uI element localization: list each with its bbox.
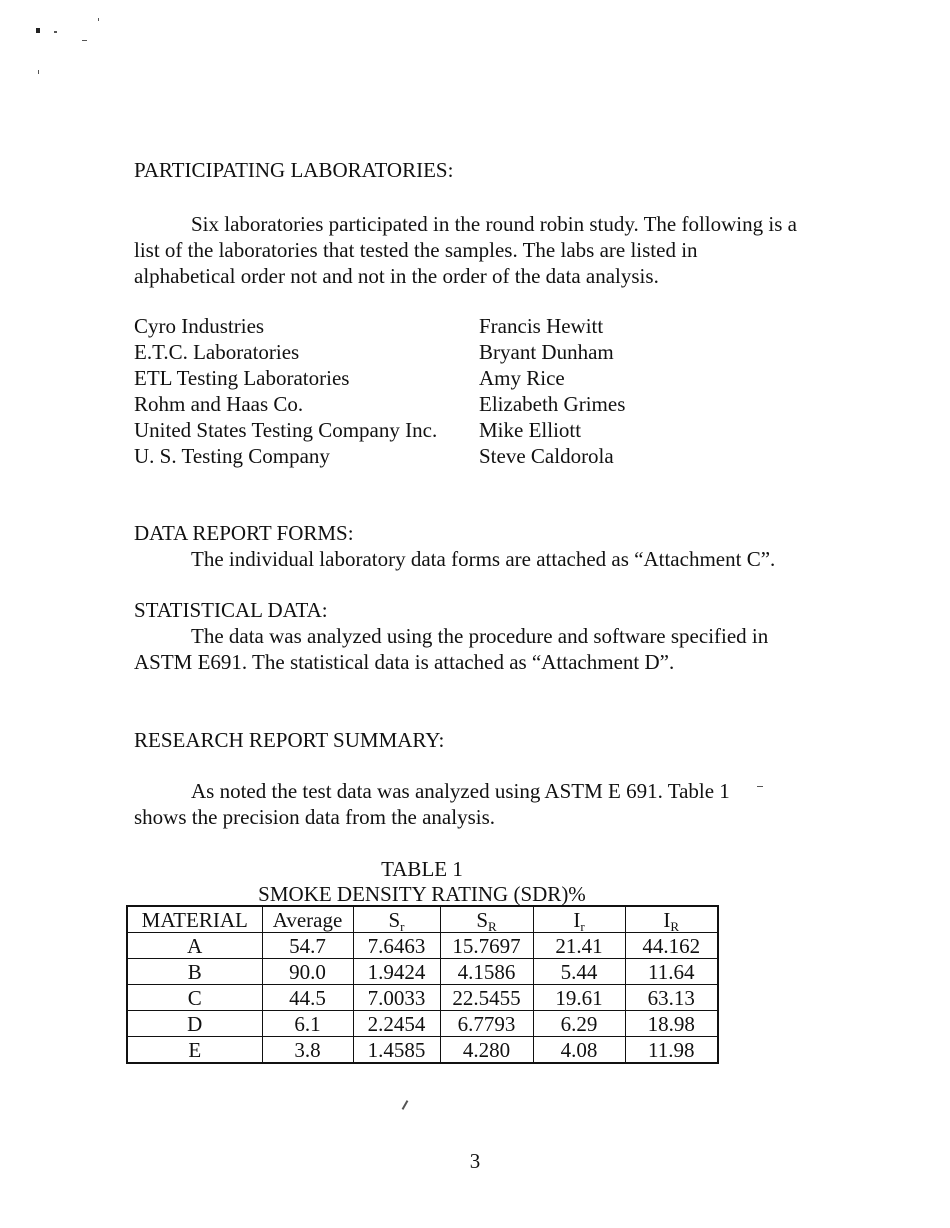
cell-material: C bbox=[127, 985, 262, 1011]
cell-ir: 19.61 bbox=[533, 985, 625, 1011]
lab-contact: Steve Caldorola bbox=[479, 444, 614, 468]
lab-name: E.T.C. Laboratories bbox=[134, 340, 300, 364]
lab-name: ETL Testing Laboratories bbox=[134, 366, 350, 390]
cell-ir: 4.08 bbox=[533, 1037, 625, 1064]
cell-sr: 1.4585 bbox=[353, 1037, 440, 1064]
cell-sr: 7.0033 bbox=[353, 985, 440, 1011]
table-row bbox=[127, 985, 718, 1011]
cell-s-capital-r: 15.7697 bbox=[440, 933, 533, 959]
header-average: Average bbox=[262, 906, 353, 933]
lab-name: Cyro Industries bbox=[134, 314, 265, 338]
cell-material: B bbox=[127, 959, 262, 985]
list-item bbox=[0, 417, 950, 443]
lab-name: U. S. Testing Company bbox=[134, 444, 330, 468]
table-row bbox=[127, 1037, 718, 1064]
cell-i-capital-r: 11.64 bbox=[625, 959, 718, 985]
lab-contact: Elizabeth Grimes bbox=[479, 392, 626, 416]
header-material: MATERIAL bbox=[127, 906, 262, 933]
precision-table bbox=[126, 905, 719, 1064]
scan-speck bbox=[82, 40, 87, 41]
cell-average: 6.1 bbox=[262, 1011, 353, 1037]
table-caption-number: TABLE 1 bbox=[381, 857, 463, 881]
cell-sr: 7.6463 bbox=[353, 933, 440, 959]
scan-speck bbox=[54, 31, 57, 33]
cell-s-capital-r: 6.7793 bbox=[440, 1011, 533, 1037]
summary-heading: RESEARCH REPORT SUMMARY: bbox=[134, 728, 445, 752]
lab-name: Rohm and Haas Co. bbox=[134, 392, 304, 416]
cell-sr: 2.2454 bbox=[353, 1011, 440, 1037]
header-ir: $I_r$ bbox=[533, 906, 625, 933]
lab-contact: Mike Elliott bbox=[479, 418, 582, 442]
statistical-heading: STATISTICAL DATA: bbox=[134, 598, 328, 622]
table-row bbox=[127, 959, 718, 985]
header-s-capital-r: $S_R$ bbox=[440, 906, 533, 933]
header-i-capital-r: $I_R$ bbox=[625, 906, 718, 933]
data-report-paragraph: The individual laboratory data forms are attached as “Attachment C”. bbox=[191, 547, 776, 571]
list-item bbox=[0, 391, 950, 417]
cell-material: A bbox=[127, 933, 262, 959]
cell-material: D bbox=[127, 1011, 262, 1037]
cell-s-capital-r: 4.280 bbox=[440, 1037, 533, 1064]
scan-speck bbox=[38, 70, 39, 74]
lab-contact: Francis Hewitt bbox=[479, 314, 604, 338]
cell-s-capital-r: 22.5455 bbox=[440, 985, 533, 1011]
table-caption-title: SMOKE DENSITY RATING (SDR)% bbox=[258, 882, 586, 906]
lab-contact: Amy Rice bbox=[479, 366, 565, 390]
statistical-paragraph: The data was analyzed using the procedure and software specified in ASTM E691. The statistical data is attached as “Attachment D”. bbox=[134, 624, 769, 674]
list-item bbox=[0, 365, 950, 391]
cell-ir: 21.41 bbox=[533, 933, 625, 959]
cell-i-capital-r: 11.98 bbox=[625, 1037, 718, 1064]
cell-average: 54.7 bbox=[262, 933, 353, 959]
participating-paragraph: Six laboratories participated in the round robin study. The following is a list of the laboratories that tested the samples. The labs are listed in alphabetical order not and not in the order of the data analysis. bbox=[134, 212, 797, 288]
cell-ir: 5.44 bbox=[533, 959, 625, 985]
header-sr: $S_r$ bbox=[353, 906, 440, 933]
cell-average: 90.0 bbox=[262, 959, 353, 985]
lab-name: United States Testing Company Inc. bbox=[134, 418, 438, 442]
cell-sr: 1.9424 bbox=[353, 959, 440, 985]
lab-contact: Bryant Dunham bbox=[479, 340, 614, 364]
cell-s-capital-r: 4.1586 bbox=[440, 959, 533, 985]
table-row bbox=[127, 933, 718, 959]
list-item bbox=[0, 313, 950, 339]
list-item bbox=[0, 443, 950, 469]
cell-average: 3.8 bbox=[262, 1037, 353, 1064]
data-report-heading: DATA REPORT FORMS: bbox=[134, 521, 354, 545]
cell-i-capital-r: 63.13 bbox=[625, 985, 718, 1011]
cell-i-capital-r: 18.98 bbox=[625, 1011, 718, 1037]
table-row bbox=[127, 1011, 718, 1037]
table-header-row bbox=[127, 906, 718, 933]
list-item bbox=[0, 339, 950, 365]
cell-material: E bbox=[127, 1037, 262, 1064]
cell-ir: 6.29 bbox=[533, 1011, 625, 1037]
scan-speck bbox=[36, 28, 40, 33]
cell-average: 44.5 bbox=[262, 985, 353, 1011]
cell-i-capital-r: 44.162 bbox=[625, 933, 718, 959]
summary-paragraph: As noted the test data was analyzed using ASTM E 691. Table 1 shows the precision data from the analysis. bbox=[134, 779, 730, 829]
participating-heading: PARTICIPATING LABORATORIES: bbox=[134, 158, 454, 182]
scan-speck bbox=[98, 18, 99, 21]
page-number: 3 bbox=[469, 1149, 481, 1173]
scan-speck bbox=[402, 1100, 409, 1110]
